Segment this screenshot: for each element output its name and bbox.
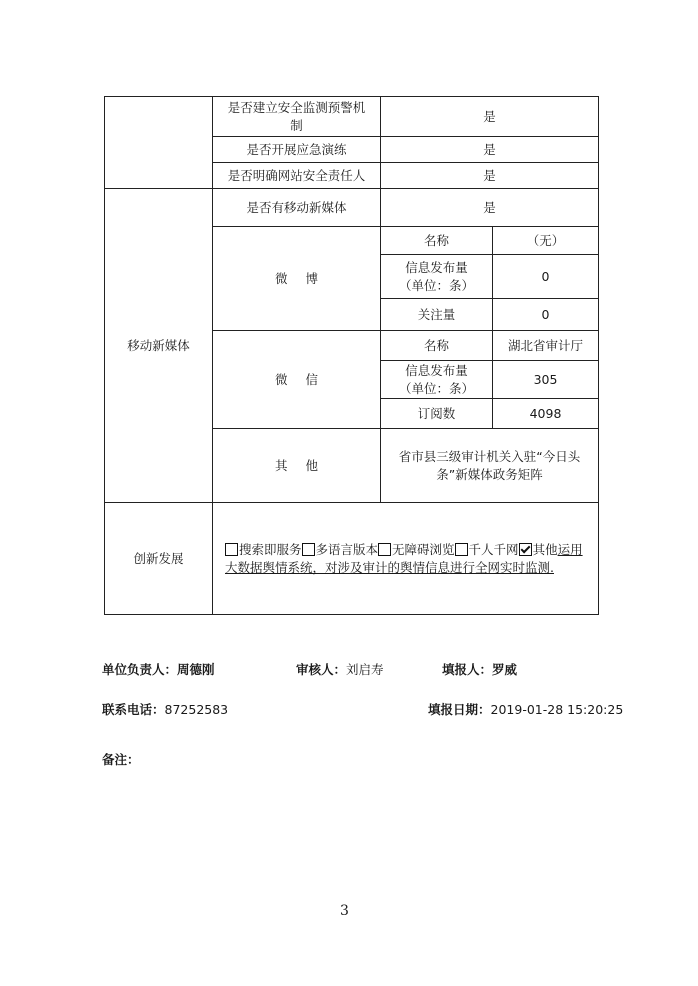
other-media-value: 省市县三级审计机关入驻“今日头条”新媒体政务矩阵 <box>381 429 599 503</box>
row-value: 是 <box>381 189 599 227</box>
row-label: 是否明确网站安全责任人 <box>213 163 381 189</box>
option-other: 其他 <box>519 542 558 557</box>
option-accessibility: 无障碍浏览 <box>378 542 455 557</box>
filler-field: 填报人：罗威 <box>442 662 518 677</box>
row-value: 是 <box>381 163 599 189</box>
weixin-count-value: 305 <box>493 361 599 399</box>
weibo-name-label: 名称 <box>381 227 493 255</box>
weixin-sub-label: 订阅数 <box>381 399 493 429</box>
weibo-follow-value: 0 <box>493 299 599 331</box>
row-value: 是 <box>381 97 599 137</box>
phone-field: 联系电话：87252583 <box>102 702 229 717</box>
other-media-label: 其他 <box>213 429 381 503</box>
page-number: 3 <box>340 903 349 919</box>
weixin-name-label: 名称 <box>381 331 493 361</box>
checkbox-icon <box>225 543 238 556</box>
option-search-service: 搜索即服务 <box>225 542 302 557</box>
weibo-label: 微博 <box>213 227 381 331</box>
weixin-count-label: 信息发布量（单位：条） <box>381 361 493 399</box>
leader-field: 单位负责人：周德刚 <box>102 662 215 677</box>
row-label: 是否开展应急演练 <box>213 137 381 163</box>
row-label: 是否建立安全监测预警机制 <box>213 97 381 137</box>
weibo-count-value: 0 <box>493 255 599 299</box>
innovation-content <box>213 503 599 615</box>
innovation-other-text: 运用大数据舆情系统，对涉及审计的舆情信息进行全网实时监测. <box>225 541 583 575</box>
reviewer-field: 审核人：刘启寿 <box>296 662 384 677</box>
report-table <box>104 96 599 615</box>
option-multilingual: 多语言版本 <box>302 542 379 557</box>
row-value: 是 <box>381 137 599 163</box>
weibo-name-value: （无） <box>493 227 599 255</box>
checkbox-icon <box>455 543 468 556</box>
weixin-label: 微信 <box>213 331 381 429</box>
option-personalized: 千人千网 <box>455 542 519 557</box>
checkbox-icon <box>302 543 315 556</box>
weixin-sub-value: 4098 <box>493 399 599 429</box>
checkbox-icon <box>378 543 391 556</box>
weixin-name-value: 湖北省审计厅 <box>493 331 599 361</box>
date-field: 填报日期：2019-01-28 15:20:25 <box>428 702 624 717</box>
mobile-media-section-label: 移动新媒体 <box>105 189 213 503</box>
note-label: 备注： <box>102 752 140 767</box>
security-section-cell <box>105 97 213 189</box>
row-label: 是否有移动新媒体 <box>213 189 381 227</box>
checked-checkbox-icon <box>519 543 532 556</box>
innovation-label: 创新发展 <box>105 503 213 615</box>
weibo-count-label: 信息发布量（单位：条） <box>381 255 493 299</box>
weibo-follow-label: 关注量 <box>381 299 493 331</box>
